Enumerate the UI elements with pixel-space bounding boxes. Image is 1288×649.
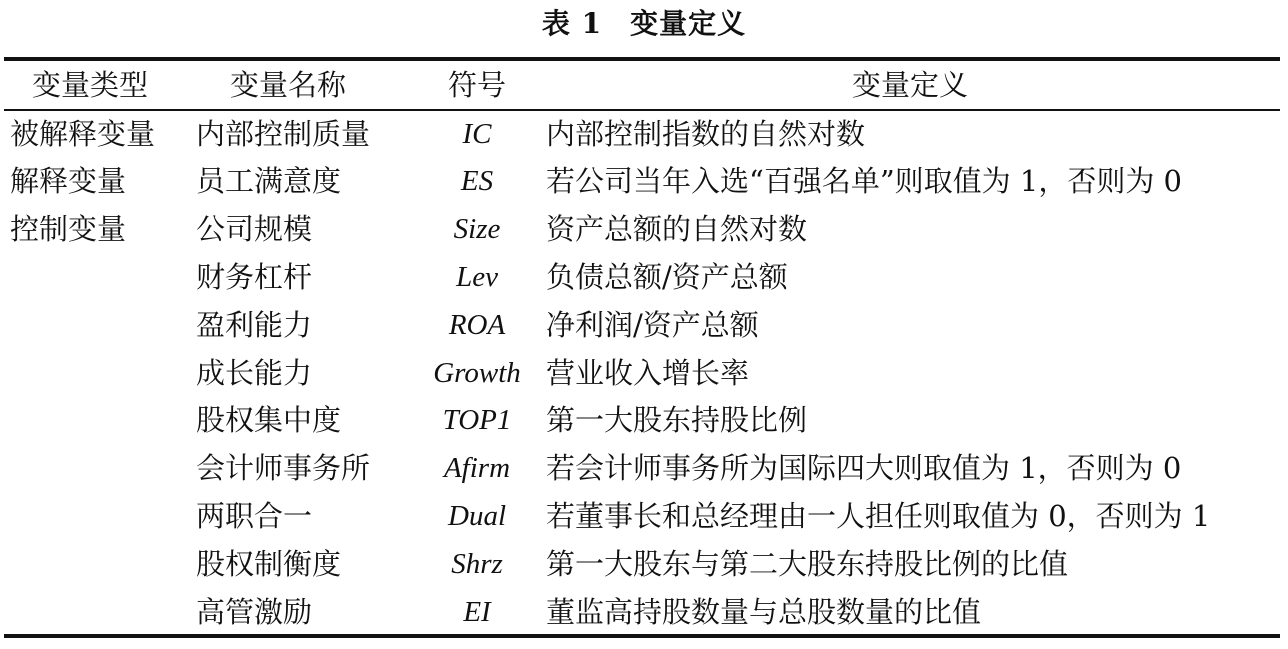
header-symbol: 符号	[447, 68, 506, 102]
variable-name-cell: 高管激励	[196, 594, 313, 629]
table-row	[4, 493, 1280, 541]
variable-type-cell	[4, 349, 188, 397]
table-row	[4, 588, 1280, 636]
table-row	[4, 254, 1280, 302]
symbol-cell: Dual	[448, 499, 506, 532]
table-number: 表 1	[541, 7, 603, 40]
variable-name-cell: 盈利能力	[196, 307, 313, 342]
variable-name-cell: 内部控制质量	[196, 117, 371, 151]
variable-type-cell	[4, 540, 188, 588]
variable-name-cell: 股权集中度	[196, 403, 342, 438]
definition-cell: 负债总额/资产总额	[546, 259, 788, 294]
table-row	[4, 349, 1280, 397]
definition-cell: 若公司当年入选“百强名单”则取值为 1，否则为 0	[546, 164, 1182, 199]
header-definition: 变量定义	[851, 68, 968, 102]
variable-name-cell: 会计师事务所	[196, 451, 371, 486]
header-variable-name: 变量名称	[230, 68, 347, 102]
definition-cell: 资产总额的自然对数	[546, 212, 808, 247]
definition-cell: 第一大股东持股比例	[546, 403, 808, 438]
table-row	[4, 109, 1280, 158]
variable-definition-table	[4, 61, 1280, 636]
symbol-cell: Afirm	[443, 452, 511, 485]
table-row	[4, 301, 1280, 349]
table-row	[4, 540, 1280, 588]
symbol-cell: ES	[460, 165, 494, 198]
variable-type-cell	[4, 445, 188, 493]
definition-cell: 内部控制指数的自然对数	[546, 117, 866, 151]
table-caption: 变量定义	[630, 7, 747, 40]
variable-name-cell: 员工满意度	[196, 164, 342, 199]
definition-cell: 若会计师事务所为国际四大则取值为 1，否则为 0	[546, 451, 1182, 486]
variable-type-cell: 控制变量	[10, 212, 127, 247]
variable-type-cell: 被解释变量	[10, 117, 156, 151]
symbol-cell: Lev	[456, 260, 498, 293]
table-row	[4, 445, 1280, 493]
variable-type-cell	[4, 301, 188, 349]
header-row	[4, 61, 1280, 109]
header-variable-type: 变量类型	[32, 68, 149, 102]
symbol-cell: ROA	[448, 308, 506, 341]
definition-cell: 第一大股东与第二大股东持股比例的比值	[546, 546, 1069, 581]
variable-name-cell: 两职合一	[196, 498, 313, 533]
table-body	[4, 109, 1280, 636]
variable-type-cell	[4, 397, 188, 445]
symbol-cell: Shrz	[451, 547, 503, 580]
table-title	[0, 4, 1288, 44]
definition-cell: 若董事长和总经理由一人担任则取值为 0，否则为 1	[546, 498, 1211, 533]
table-header	[4, 61, 1280, 109]
symbol-cell: Size	[453, 213, 501, 246]
variable-type-cell: 解释变量	[10, 164, 127, 199]
table-row	[4, 397, 1280, 445]
symbol-cell: Growth	[433, 356, 521, 389]
definition-cell: 董监高持股数量与总股数量的比值	[546, 594, 982, 629]
variable-name-cell: 公司规模	[196, 212, 313, 247]
variable-type-cell	[4, 254, 188, 302]
variable-name-cell: 财务杠杆	[196, 259, 313, 294]
variable-type-cell	[4, 493, 188, 541]
variable-name-cell: 股权制衡度	[196, 546, 342, 581]
definition-cell: 净利润/资产总额	[546, 307, 759, 342]
symbol-cell: IC	[462, 118, 492, 150]
table-row	[4, 206, 1280, 254]
symbol-cell: EI	[463, 595, 491, 628]
table-row	[4, 158, 1280, 206]
variable-type-cell	[4, 588, 188, 636]
symbol-cell: TOP1	[442, 404, 512, 437]
definition-cell: 营业收入增长率	[546, 355, 750, 390]
variable-name-cell: 成长能力	[196, 355, 313, 390]
